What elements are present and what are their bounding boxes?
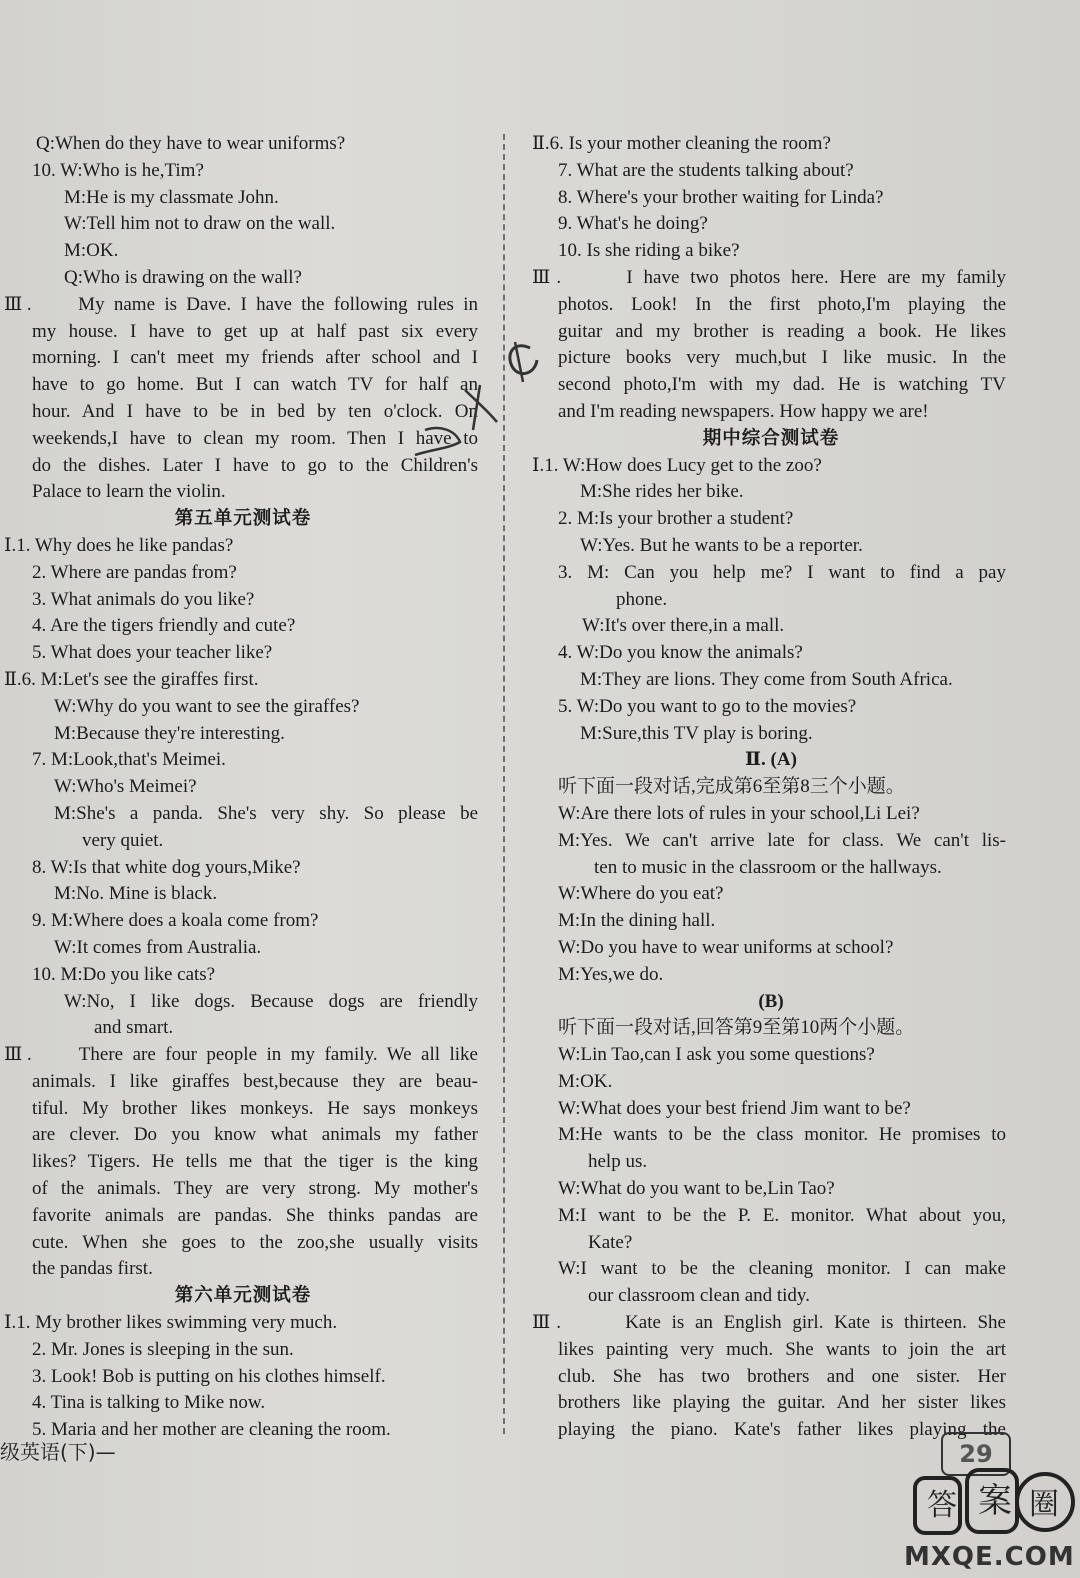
line-text: M:Because they're interesting. (54, 722, 285, 744)
line-text: W:Where do you eat? (558, 883, 724, 905)
text-line (532, 185, 1010, 212)
text-line (4, 881, 482, 908)
line-text: 3. M: Can you help me? I want to find a pay (558, 561, 1006, 583)
line-text: 4. Tina is talking to Mike now. (32, 1392, 266, 1414)
line-text: (B) (758, 990, 784, 1012)
line-text: 3. What animals do you like? (32, 588, 255, 610)
text-line (532, 1015, 1010, 1042)
line-text: 7. M:Look,that's Meimei. (32, 749, 226, 771)
line-text: phone. (616, 588, 668, 610)
line-text: 5. W:Do you want to go to the movies? (558, 695, 857, 717)
line-text: 第五单元测试卷 (174, 508, 312, 530)
text-line (532, 587, 1010, 614)
text-line (4, 185, 482, 212)
line-text: Kate? (588, 1231, 633, 1253)
text-line (532, 855, 1010, 882)
line-text: M:Yes. We can't arrive late for class. We can't lis- (558, 829, 1006, 851)
text-line (4, 265, 482, 292)
line-text: Q:When do they have to wear uniforms? (36, 133, 346, 154)
line-text: W:No, I like dogs. Because dogs are friendly (64, 990, 478, 1012)
text-line (4, 158, 482, 185)
text-line (532, 1256, 1010, 1283)
line-text: Ⅱ. (A) (745, 749, 797, 771)
line-text: W:Are there lots of rules in your school,Li Lei? (558, 802, 920, 824)
text-line (532, 1364, 1010, 1391)
text-line (4, 131, 482, 158)
text-line (532, 989, 1010, 1016)
text-line (4, 238, 482, 265)
line-text: W:What do you want to be,Lin Tao? (558, 1178, 835, 1200)
text-line (532, 935, 1010, 962)
text-line (532, 1230, 1010, 1257)
right-column (532, 131, 1010, 1444)
text-line (4, 533, 482, 560)
line-text: Q:Who is drawing on the wall? (64, 266, 302, 288)
text-line (532, 828, 1010, 855)
line-text: M:I want to be the P. E. monitor. What about you, (558, 1204, 1006, 1226)
line-text: W:Tell him not to draw on the wall. (64, 213, 336, 235)
line-text: W:I want to be the cleaning monitor. I can make (558, 1258, 1006, 1280)
text-line (532, 238, 1010, 265)
line-text: ten to music in the classroom or the hallways. (594, 856, 942, 878)
text-line (4, 962, 482, 989)
line-text: 10. W:Who is he,Tim? (32, 159, 204, 181)
line-text: likes? Tigers. He tells me that the tiger is the king (32, 1151, 478, 1173)
line-text: second photo,I'm with my dad. He is watching TV (558, 374, 1006, 396)
line-text: M:No. Mine is black. (54, 883, 218, 905)
text-line (532, 774, 1010, 801)
line-text: likes painting very much. She wants to join the art (558, 1338, 1006, 1360)
text-line (4, 1042, 482, 1069)
line-text: W:Why do you want to see the giraffes? (54, 695, 360, 717)
page-number: 29 (941, 1432, 1011, 1476)
text-line (532, 908, 1010, 935)
text-line (532, 1069, 1010, 1096)
text-line (532, 1042, 1010, 1069)
line-text: club. She has two brothers and one sister. Her (558, 1365, 1006, 1387)
line-text: Ⅰ.1. W:How does Lucy get to the zoo? (532, 454, 822, 476)
text-line (532, 747, 1010, 774)
line-text: W:It comes from Australia. (54, 936, 262, 958)
line-text: W:Do you have to wear uniforms at school? (558, 936, 894, 958)
text-line (4, 721, 482, 748)
line-text: Ⅲ. I have two photos here. Here are my family (532, 266, 1006, 288)
text-line (532, 1390, 1010, 1417)
line-text: Ⅰ.1. Why does he like pandas? (4, 534, 234, 556)
text-line (4, 613, 482, 640)
text-line (4, 587, 482, 614)
line-text: weekends,I have to clean my room. Then I have to (32, 427, 478, 449)
text-line (532, 667, 1010, 694)
text-line (4, 1015, 482, 1042)
text-line (4, 989, 482, 1016)
line-text: M:They are lions. They come from South Africa. (580, 668, 953, 690)
line-text: brothers like playing the guitar. And her sister likes (558, 1392, 1006, 1414)
line-text: and I'm reading newspapers. How happy we are! (558, 400, 929, 422)
text-line (4, 640, 482, 667)
line-text: Ⅱ.6. Is your mother cleaning the room? (532, 133, 831, 154)
line-text: W:Yes. But he wants to be a reporter. (580, 534, 863, 556)
line-text: cute. When she goes to the zoo,she usually visits (32, 1231, 478, 1253)
line-text: 听下面一段对话,完成第6至第8三个小题。 (558, 776, 905, 798)
line-text: Ⅲ. Kate is an English girl. Kate is thirteen. She (532, 1312, 1006, 1334)
text-line (532, 319, 1010, 346)
text-line (532, 640, 1010, 667)
line-text: 2. Mr. Jones is sleeping in the sun. (32, 1338, 294, 1360)
text-line (532, 1122, 1010, 1149)
line-text: M:He wants to be the class monitor. He promises to (558, 1124, 1006, 1146)
text-line (532, 453, 1010, 480)
line-text: very quiet. (82, 829, 164, 851)
text-line (532, 399, 1010, 426)
line-text: 4. Are the tigers friendly and cute? (32, 615, 296, 637)
text-line (532, 694, 1010, 721)
svg-text:答: 答 (927, 1488, 957, 1523)
text-line (4, 292, 482, 319)
text-line (532, 1149, 1010, 1176)
text-line (4, 1069, 482, 1096)
line-text: guitar and my brother is reading a book. He likes (558, 320, 1006, 342)
line-text: 10. Is she riding a bike? (558, 240, 740, 262)
line-text: W:Who's Meimei? (54, 776, 197, 798)
text-line (4, 694, 482, 721)
text-line (4, 1203, 482, 1230)
text-line (4, 1176, 482, 1203)
svg-text:圈: 圈 (1029, 1487, 1059, 1522)
line-text: have to go home. But I can watch TV for half an (32, 374, 478, 396)
line-text: picture books very much,but I like music. In the (558, 347, 1006, 369)
line-text: 听下面一段对话,回答第9至第10两个小题。 (558, 1017, 915, 1039)
line-text: of the animals. They are very strong. My mother's (32, 1178, 478, 1200)
line-text: Ⅲ. My name is Dave. I have the following rules in (4, 293, 478, 315)
line-text: our classroom clean and tidy. (588, 1285, 810, 1307)
section-heading (532, 426, 1010, 453)
line-text: 5. Maria and her mother are cleaning the room. (32, 1419, 391, 1441)
text-line (532, 506, 1010, 533)
text-line (4, 667, 482, 694)
column-divider (503, 134, 505, 1434)
line-text: my house. I have to get up at half past six every (32, 320, 478, 342)
line-text: M:In the dining hall. (558, 910, 716, 932)
text-line (532, 962, 1010, 989)
text-line (532, 1096, 1010, 1123)
line-text: help us. (588, 1151, 648, 1173)
line-text: the pandas first. (32, 1258, 153, 1280)
text-line (4, 774, 482, 801)
line-text: Ⅱ.6. M:Let's see the giraffes first. (4, 668, 259, 690)
line-text: 3. Look! Bob is putting on his clothes himself. (32, 1365, 386, 1387)
text-line (4, 1337, 482, 1364)
text-line (532, 1203, 1010, 1230)
text-line (4, 855, 482, 882)
footer-subject-label: 级英语(下)— (0, 1440, 116, 1464)
line-text: 2. Where are pandas from? (32, 561, 237, 583)
line-text: 10. M:Do you like cats? (32, 963, 216, 985)
text-line (532, 211, 1010, 238)
text-line (532, 1310, 1010, 1337)
line-text: 第六单元测试卷 (174, 1285, 312, 1307)
text-line (532, 1337, 1010, 1364)
line-text: W:It's over there,in a mall. (582, 615, 785, 637)
line-text: 9. M:Where does a koala come from? (32, 910, 319, 932)
line-text: tiful. My brother likes monkeys. He says monkeys (32, 1097, 478, 1119)
text-line (4, 1230, 482, 1257)
section-heading (4, 1283, 482, 1310)
text-line (4, 1256, 482, 1283)
line-text: W:Lin Tao,can I ask you some questions? (558, 1044, 875, 1066)
svg-text:案: 案 (978, 1481, 1012, 1521)
text-line (532, 292, 1010, 319)
text-line (4, 908, 482, 935)
text-line (4, 560, 482, 587)
text-line (4, 1096, 482, 1123)
line-text: 8. Where's your brother waiting for Linda? (558, 186, 884, 208)
left-column (4, 131, 482, 1444)
text-line (4, 1364, 482, 1391)
text-line (532, 1283, 1010, 1310)
line-text: 7. What are the students talking about? (558, 159, 854, 181)
line-text: 2. M:Is your brother a student? (558, 508, 794, 530)
line-text: M:She's a panda. She's very shy. So please be (54, 802, 478, 824)
line-text: hour. And I have to be in bed by ten o'clock. On (32, 400, 478, 422)
text-line (532, 881, 1010, 908)
line-text: M:Yes,we do. (558, 963, 664, 985)
line-text: 8. W:Is that white dog yours,Mike? (32, 856, 301, 878)
line-text: animals. I like giraffes best,because they are beau- (32, 1070, 478, 1092)
text-line (532, 158, 1010, 185)
section-heading (4, 506, 482, 533)
text-line (532, 533, 1010, 560)
line-text: M:He is my classmate John. (64, 186, 279, 208)
text-line (532, 265, 1010, 292)
text-line (4, 211, 482, 238)
line-text: and smart. (94, 1017, 174, 1039)
line-text: 4. W:Do you know the animals? (558, 642, 803, 664)
text-line (532, 131, 1010, 158)
text-line (4, 1122, 482, 1149)
line-text: favorite animals are pandas. She thinks pandas are (32, 1204, 478, 1226)
text-line (4, 935, 482, 962)
text-line (4, 1149, 482, 1176)
text-line (532, 613, 1010, 640)
line-text: M:OK. (64, 240, 119, 262)
line-text: do the dishes. Later I have to go to the Children's (32, 454, 478, 476)
text-line (532, 801, 1010, 828)
text-line (4, 801, 482, 828)
line-text: M:OK. (558, 1070, 613, 1092)
text-line (532, 372, 1010, 399)
line-text: 期中综合测试卷 (702, 427, 840, 449)
line-text: photos. Look! In the first photo,I'm playing the (558, 293, 1006, 315)
text-line (532, 560, 1010, 587)
text-line (532, 345, 1010, 372)
watermark-text: MXQE.COM (904, 1542, 1075, 1572)
line-text: playing the piano. Kate's father likes playing the (558, 1419, 1006, 1441)
line-text: M:Sure,this TV play is boring. (580, 722, 813, 744)
line-text: Palace to learn the violin. (32, 481, 226, 503)
text-line (532, 721, 1010, 748)
text-line (4, 1390, 482, 1417)
line-text: M:She rides her bike. (580, 481, 744, 503)
line-text: W:What does your best friend Jim want to be? (558, 1097, 911, 1119)
line-text: 9. What's he doing? (558, 213, 708, 235)
text-line (4, 828, 482, 855)
line-text: 5. What does your teacher like? (32, 642, 273, 664)
text-line (4, 747, 482, 774)
line-text: Ⅰ.1. My brother likes swimming very much. (4, 1312, 338, 1334)
pencil-scribble (385, 330, 555, 470)
text-line (4, 1310, 482, 1337)
text-line (532, 1176, 1010, 1203)
text-line (532, 479, 1010, 506)
line-text: are clever. Do you know what animals my father (32, 1124, 478, 1146)
line-text: Ⅲ. There are four people in my family. We all like (4, 1044, 478, 1066)
text-line (4, 479, 482, 506)
line-text: morning. I can't meet my friends after school and I (32, 347, 478, 369)
